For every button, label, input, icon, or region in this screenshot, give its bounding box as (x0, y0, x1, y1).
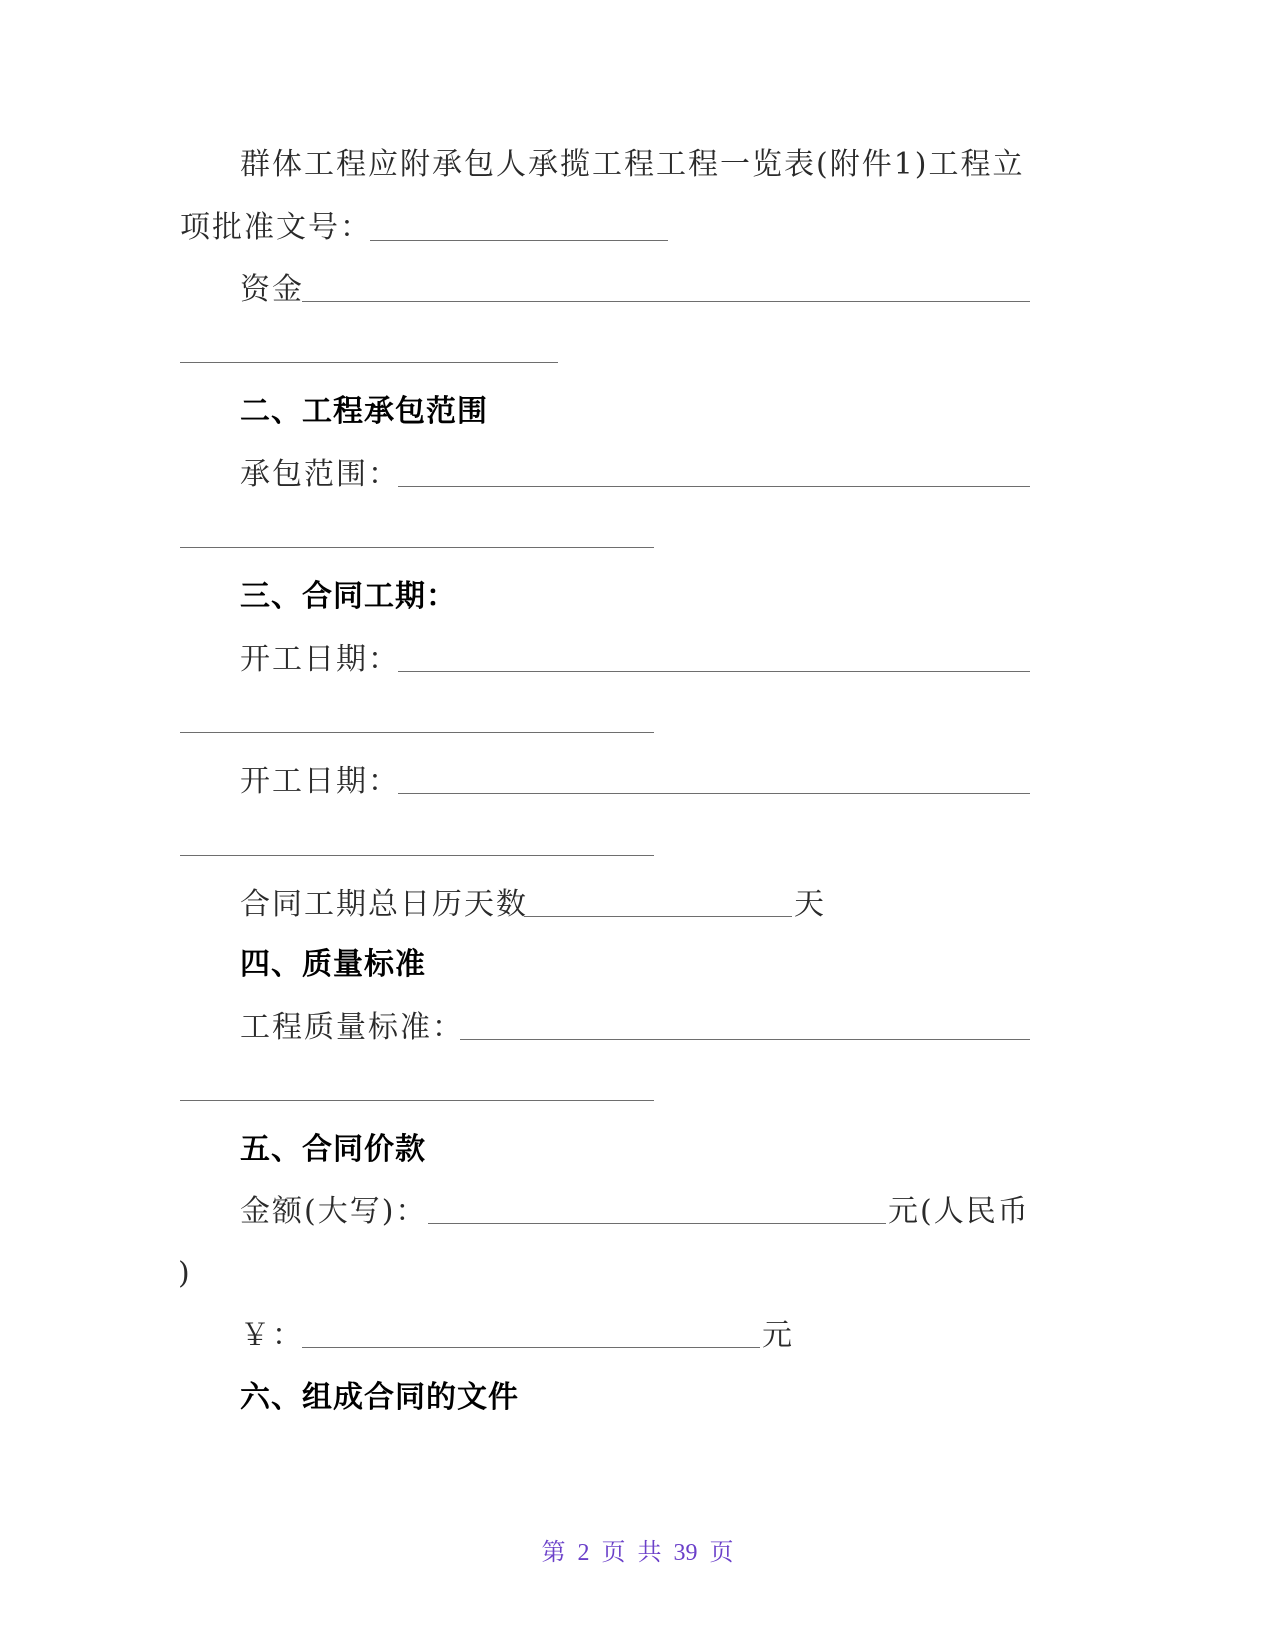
start-date-blank-2-continued[interactable] (180, 855, 654, 856)
yen-blank[interactable] (302, 1347, 760, 1348)
total-days-label: 合同工期总日历天数 (240, 887, 528, 922)
amount-unit: 元(人民币 (888, 1194, 1030, 1229)
yen-unit: 元 (762, 1318, 794, 1353)
page-number: 第 2 页 共 39 页 (541, 1540, 734, 1566)
funds-label: 资金 (240, 272, 304, 307)
amount-label: 金额(大写)： (240, 1194, 428, 1229)
start-date-blank[interactable] (398, 671, 1030, 672)
yen-label: ￥： (240, 1318, 304, 1353)
section-heading-period: 三、合同工期： (240, 579, 457, 614)
total-days-blank[interactable] (524, 916, 792, 917)
days-unit: 天 (794, 887, 826, 922)
section-heading-scope: 二、工程承包范围 (240, 394, 488, 429)
quality-label: 工程质量标准： (240, 1010, 464, 1045)
section-heading-price: 五、合同价款 (240, 1132, 426, 1167)
project-list-text: 群体工程应附承包人承揽工程工程一览表(附件1)工程立 (240, 147, 1025, 182)
scope-blank-continued[interactable] (180, 547, 654, 548)
amount-close-paren: ) (178, 1256, 192, 1291)
approval-number-blank[interactable] (370, 240, 668, 241)
scope-blank[interactable] (398, 486, 1030, 487)
amount-blank[interactable] (428, 1223, 886, 1224)
section-heading-documents: 六、组成合同的文件 (240, 1380, 519, 1415)
scope-label: 承包范围： (240, 457, 400, 492)
quality-blank[interactable] (460, 1039, 1030, 1040)
start-date-blank-2[interactable] (398, 793, 1030, 794)
approval-number-label: 项批准文号： (180, 210, 372, 245)
funds-blank-continued[interactable] (180, 362, 558, 363)
start-date-label: 开工日期： (240, 642, 400, 677)
quality-blank-continued[interactable] (180, 1100, 654, 1101)
start-date-label-2: 开工日期： (240, 764, 400, 799)
funds-blank[interactable] (302, 301, 1030, 302)
start-date-blank-continued[interactable] (180, 732, 654, 733)
section-heading-quality: 四、质量标准 (240, 947, 426, 982)
